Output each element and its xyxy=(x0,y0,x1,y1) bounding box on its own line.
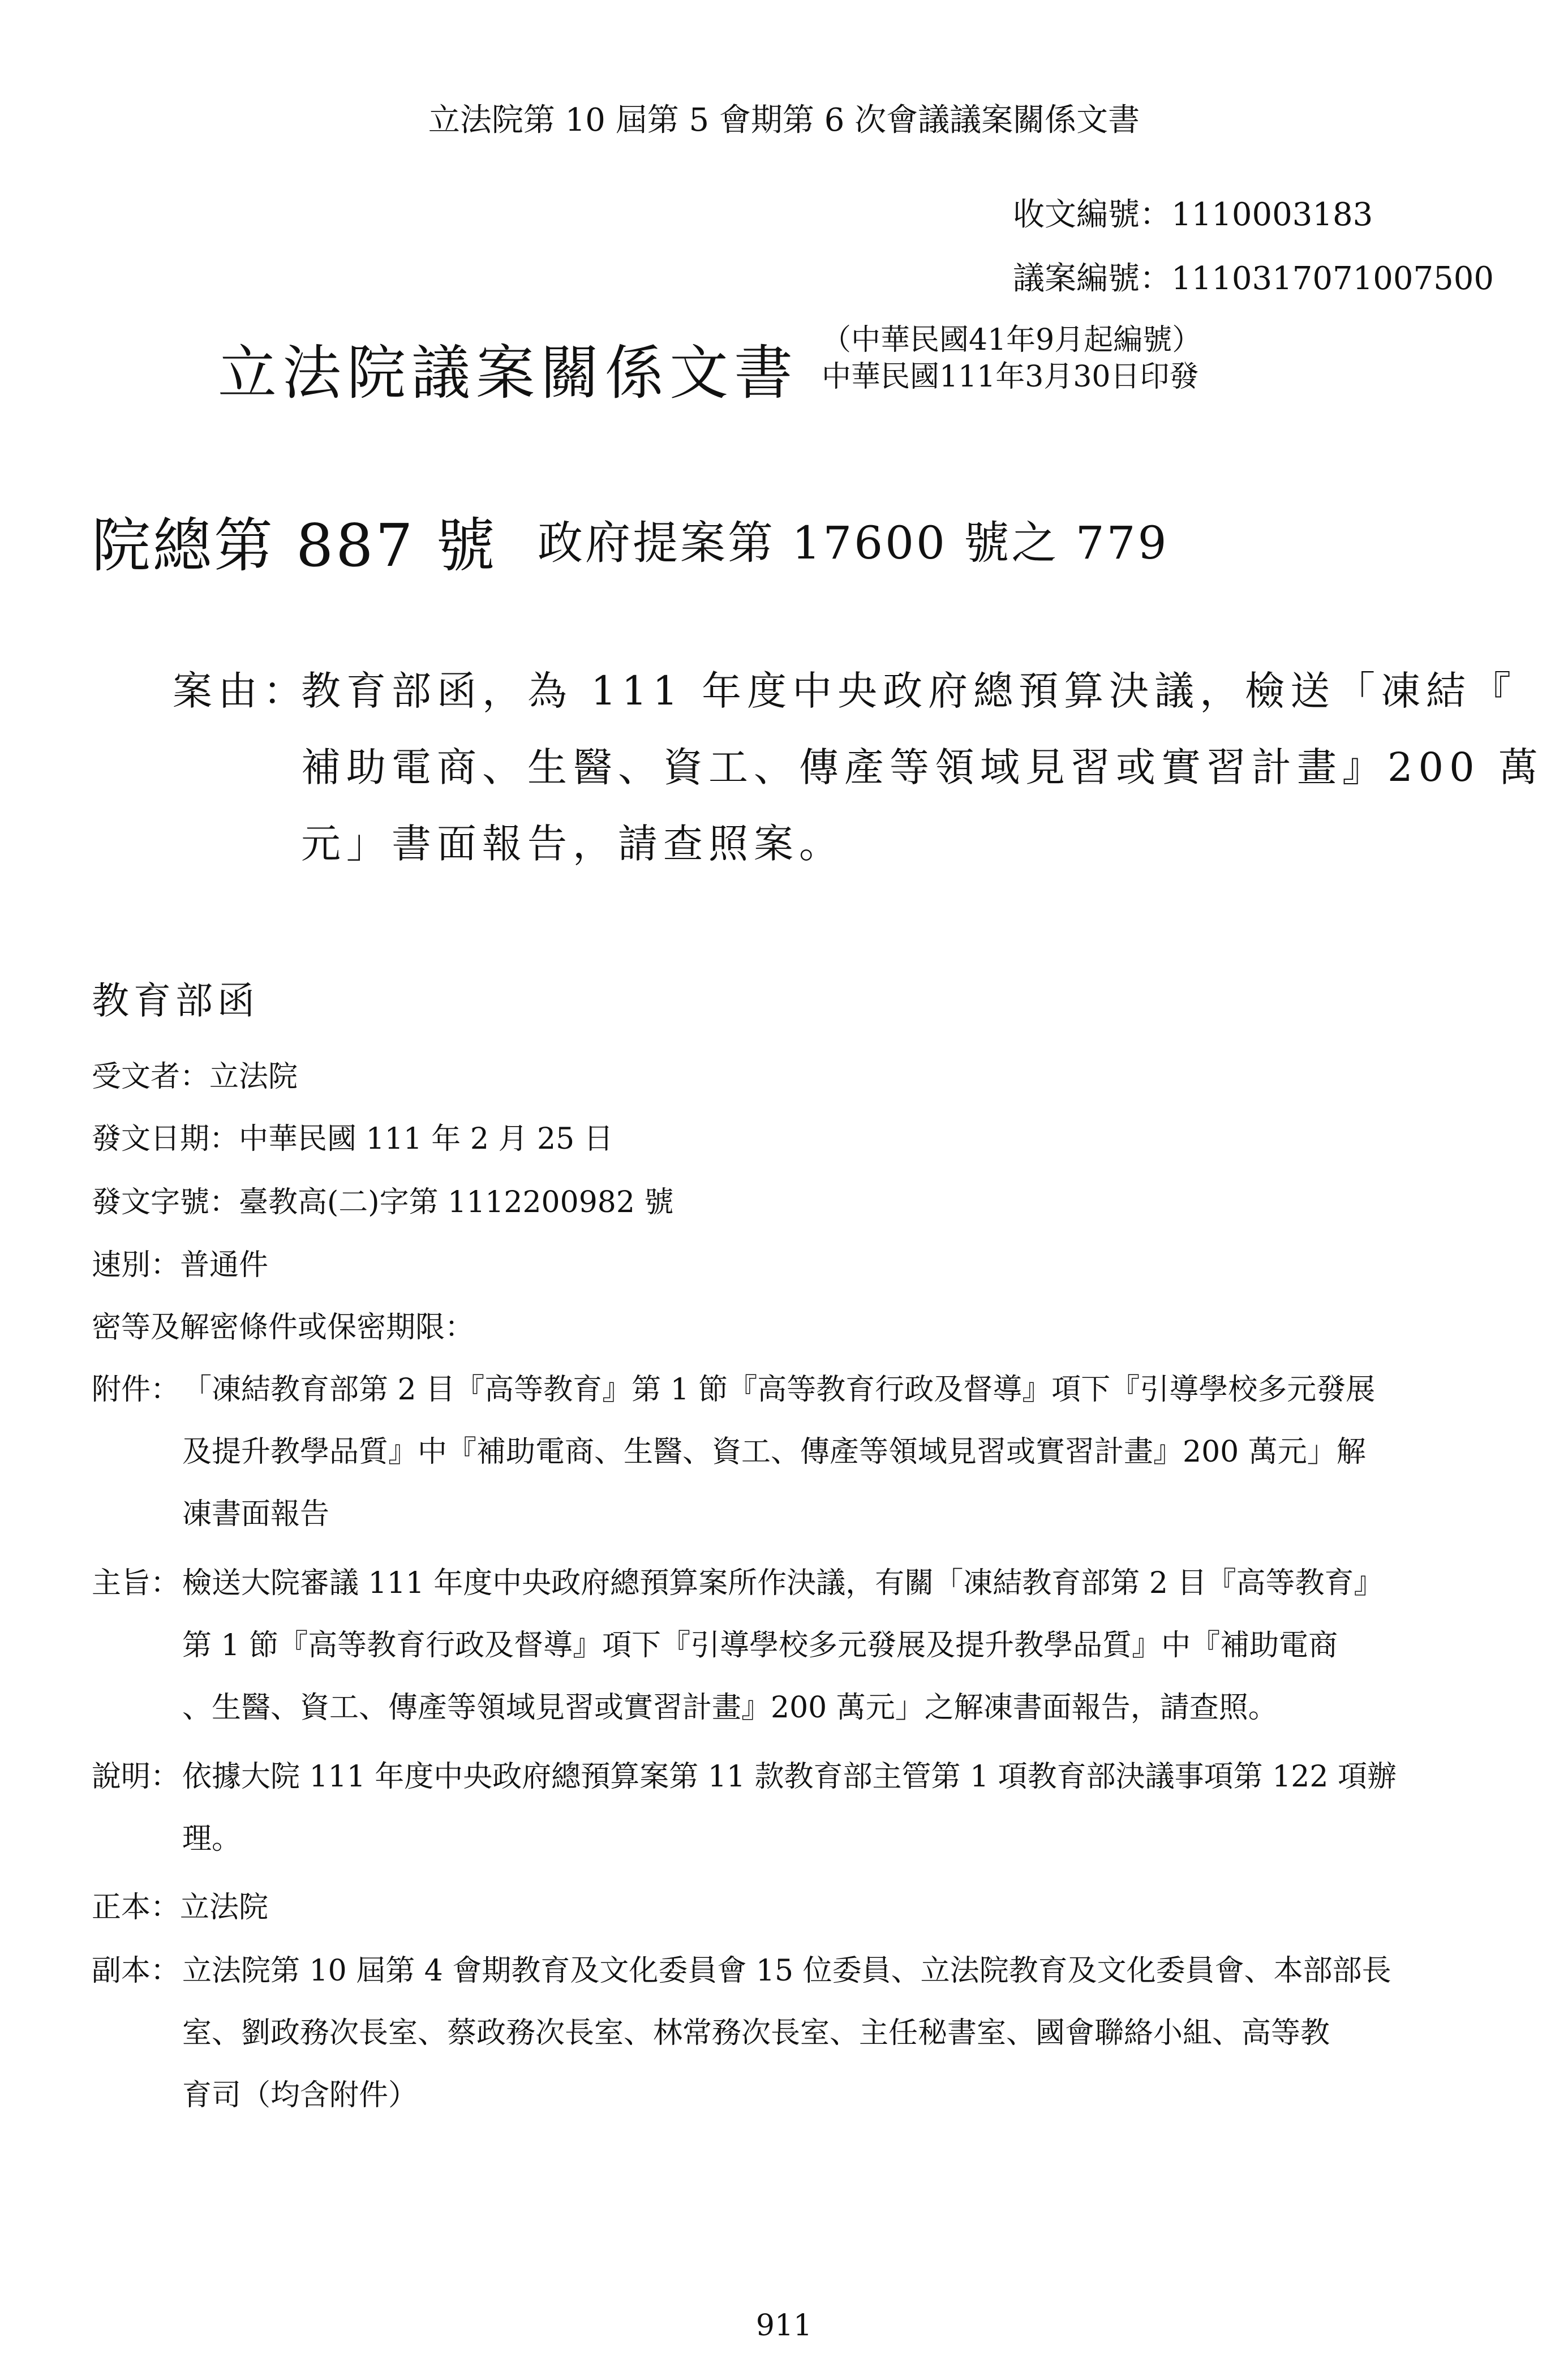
secrecy-level: 密等及解密條件或保密期限： xyxy=(92,1311,475,1344)
delivery-speed: 速別：普通件 xyxy=(92,1248,269,1282)
purpose-line-3: 、生醫、資工、傳產等領域見習或實習計畫』200 萬元」之解凍書面報告，請查照。 xyxy=(182,1691,1278,1725)
attachment-line-3: 凍書面報告 xyxy=(182,1497,330,1531)
subject-line-2: 補助電商、生醫、資工、傳產等領域見習或實習計畫』200 萬 xyxy=(301,744,1544,791)
purpose-line-2: 第 1 節『高等教育行政及督導』項下『引導學校多元發展及提升教學品質』中『補助電商 xyxy=(182,1629,1338,1663)
print-date: 中華民國111年3月30日印發 xyxy=(822,360,1199,394)
recipient: 受文者：立法院 xyxy=(92,1060,298,1094)
subject-label: 案由： xyxy=(173,668,308,714)
subject-line-1: 教育部函，為 111 年度中央政府總預算決議，檢送「凍結『 xyxy=(301,668,1517,714)
copies-line-3: 育司（均含附件） xyxy=(182,2078,418,2112)
issuing-organization: 教育部函 xyxy=(92,979,259,1023)
original-recipient: 正本：立法院 xyxy=(92,1891,269,1924)
explanation-line-2: 理。 xyxy=(182,1822,242,1856)
document-header: 立法院第 10 屆第 5 會期第 6 次會議議案關係文書 xyxy=(428,102,1140,139)
copies-label: 副本： xyxy=(92,1954,181,1988)
document-reference: 發文字號：臺教高(二)字第 1112200982 號 xyxy=(92,1185,674,1219)
issue-date: 發文日期：中華民國 111 年 2 月 25 日 xyxy=(92,1122,613,1156)
purpose-label: 主旨： xyxy=(92,1566,181,1600)
attachment-label: 附件： xyxy=(92,1373,181,1407)
document-title: 立法院議案關係文書 xyxy=(218,338,799,407)
numbering-note: （中華民國41年9月起編號） xyxy=(822,323,1202,357)
copies-line-2: 室、劉政務次長室、蔡政務次長室、林常務次長室、主任秘書室、國會聯絡小組、高等教 xyxy=(182,2016,1330,2050)
subject-line-3: 元」書面報告，請查照案。 xyxy=(301,820,844,867)
copies-line-1: 立法院第 10 屆第 4 會期教育及文化委員會 15 位委員、立法院教育及文化委員會、本部部長 xyxy=(182,1954,1391,1988)
bill-number: 議案編號：1110317071007500 xyxy=(1013,260,1494,297)
attachment-line-2: 及提升教學品質』中『補助電商、生醫、資工、傳產等領域見習或實習計畫』200 萬元」解 xyxy=(182,1435,1366,1469)
case-number: 院總第 887 號 xyxy=(92,511,497,580)
explanation-label: 說明： xyxy=(92,1760,181,1794)
government-proposal-number: 政府提案第 17600 號之 779 xyxy=(538,517,1169,569)
attachment-line-1: 「凍結教育部第 2 目『高等教育』第 1 節『高等教育行政及督導』項下『引導學校多元發展 xyxy=(182,1373,1376,1407)
page-number: 911 xyxy=(755,2309,813,2343)
receipt-number: 收文編號：1110003183 xyxy=(1013,196,1373,233)
purpose-line-1: 檢送大院審議 111 年度中央政府總預算案所作決議，有關「凍結教育部第 2 目『高等教育』 xyxy=(182,1566,1384,1600)
explanation-line-1: 依據大院 111 年度中央政府總預算案第 11 款教育部主管第 1 項教育部決議事項第 122 項辦 xyxy=(182,1760,1397,1794)
